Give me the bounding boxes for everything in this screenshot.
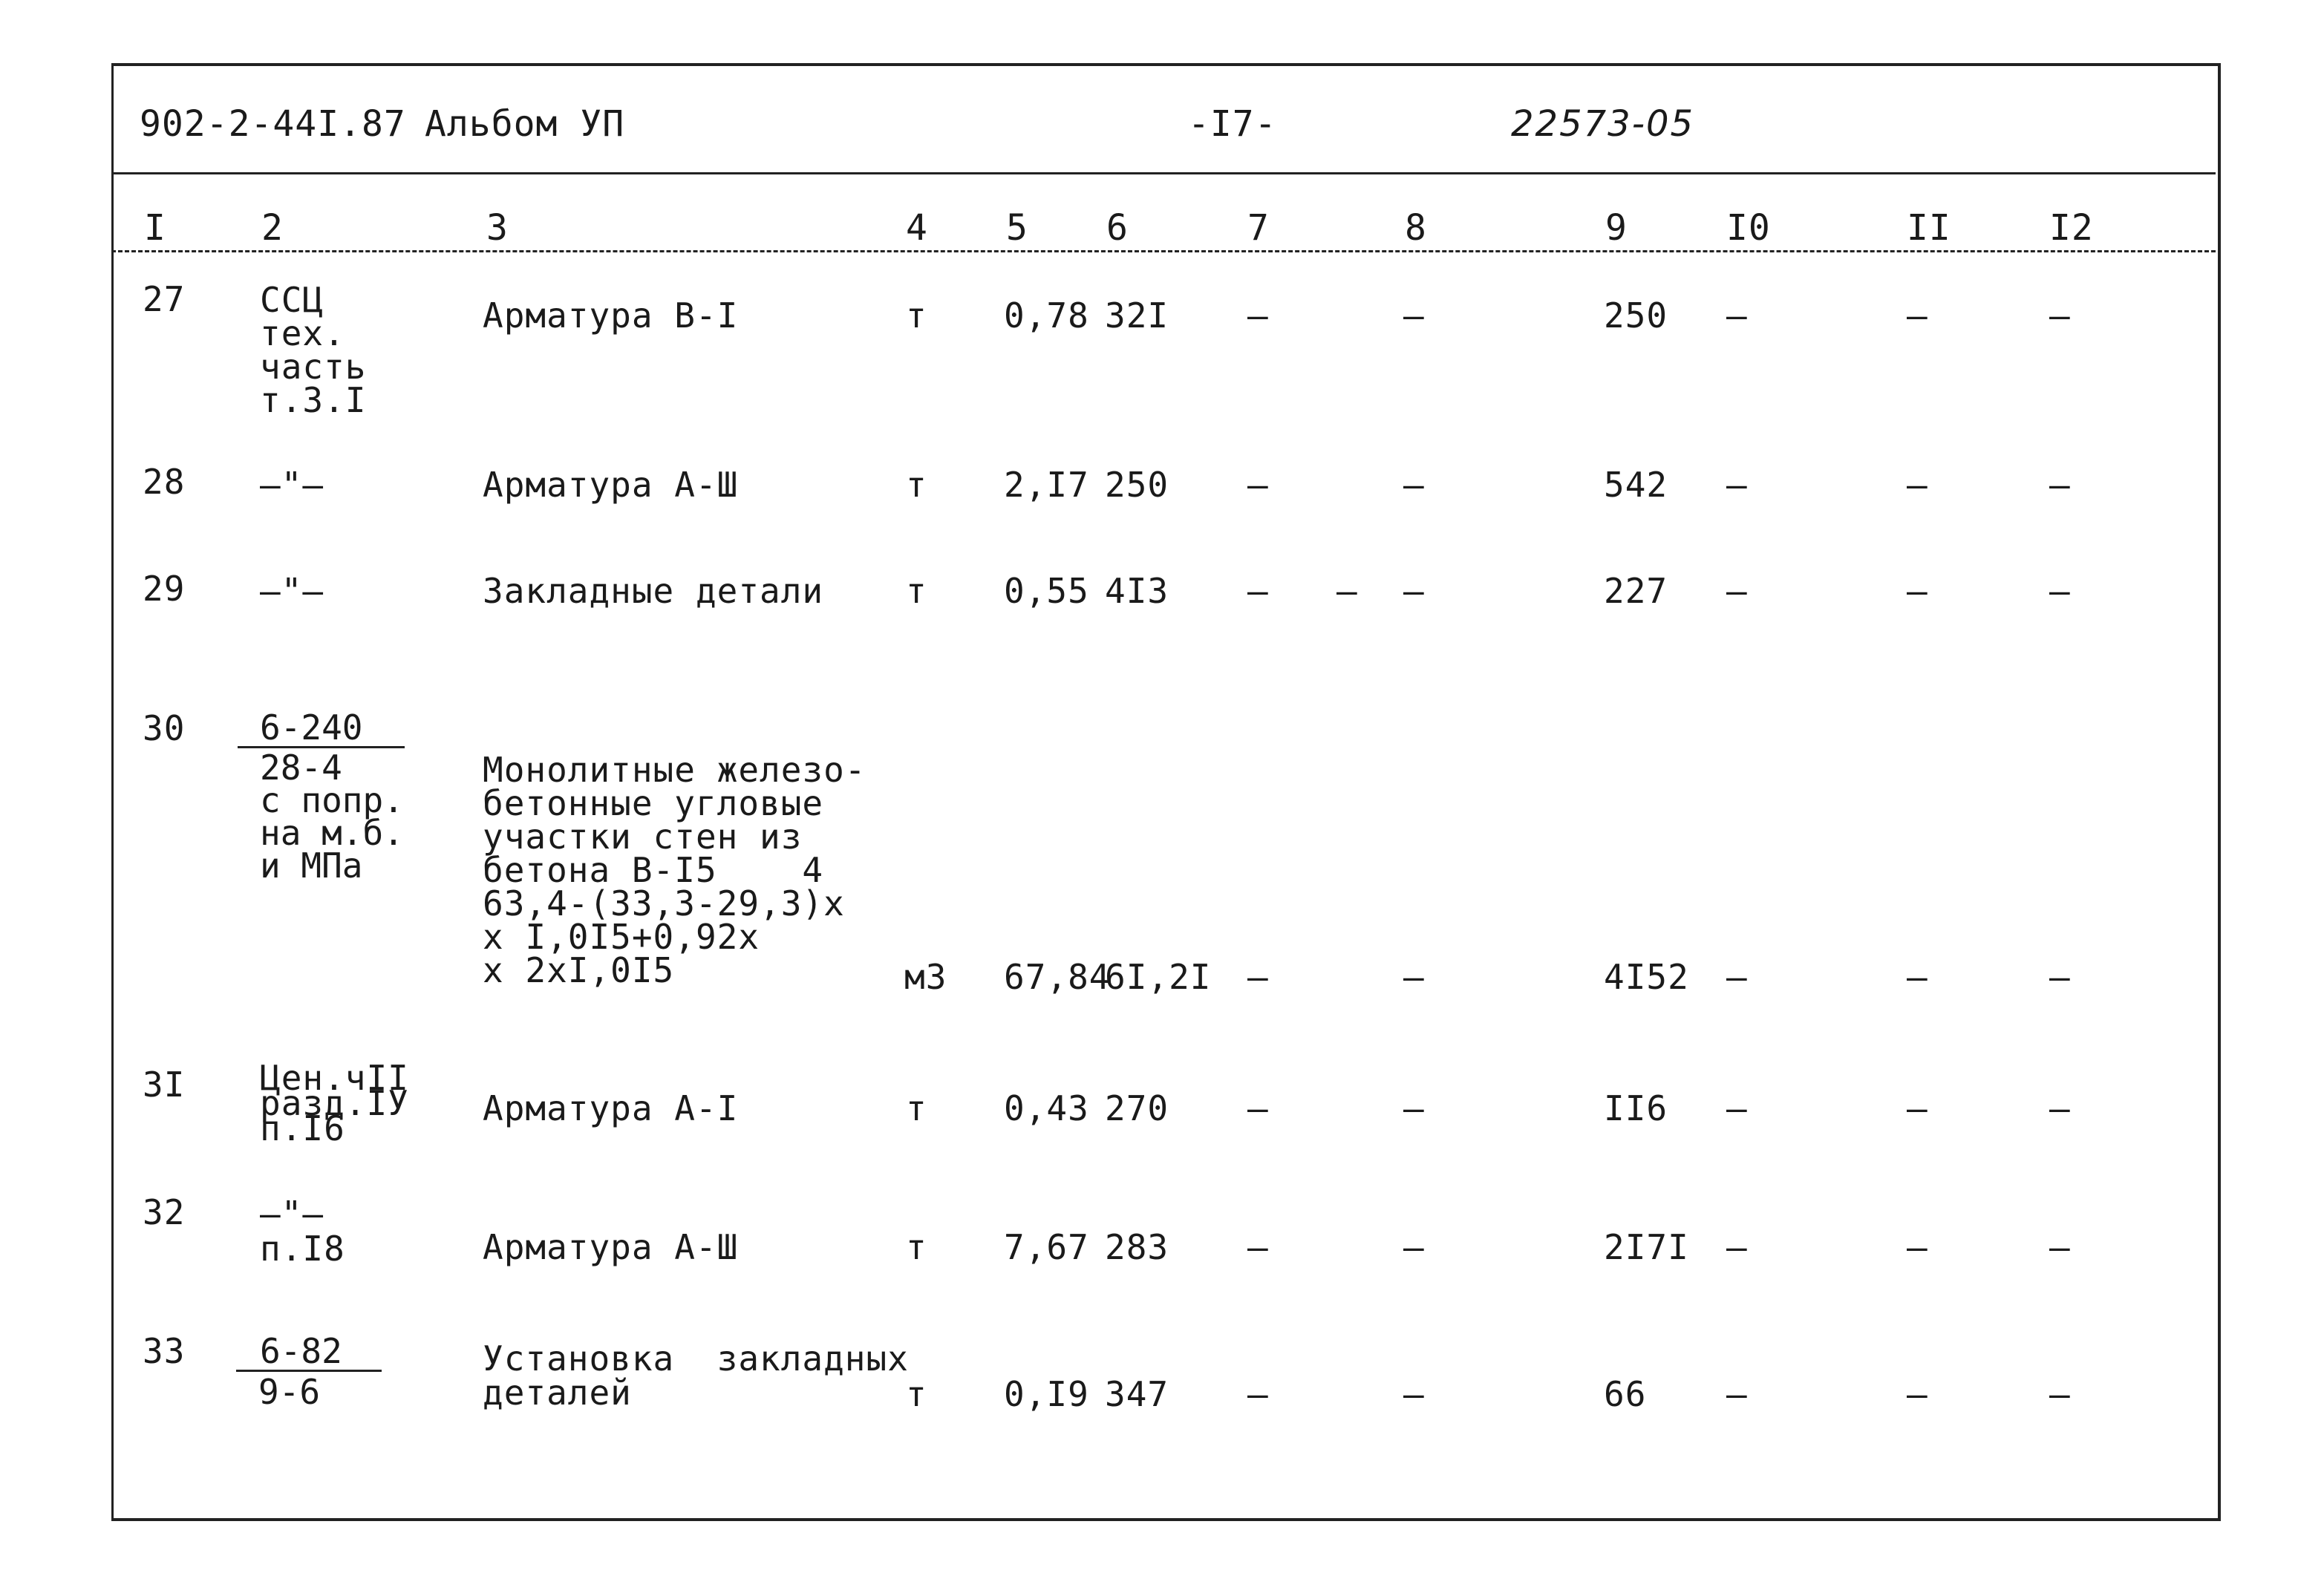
row-29-col11: – <box>1907 571 1928 611</box>
row-33-price: 347 <box>1105 1374 1169 1414</box>
row-33-qty: 0,I9 <box>1004 1374 1089 1414</box>
row-32-col8: – <box>1403 1227 1425 1267</box>
row-33-col11: – <box>1907 1374 1928 1414</box>
row-28-col12: – <box>2049 465 2071 505</box>
row-29-source: –"– <box>260 571 324 611</box>
row-31-number: 3I <box>143 1065 186 1105</box>
row-30-source-denominator: 28-4 с попр. на м.б. и МПа <box>260 748 404 886</box>
row-30-source <box>238 707 405 886</box>
col-header-8: 8 <box>1405 207 1427 249</box>
col-header-2: 2 <box>261 207 284 249</box>
col-header-12: I2 <box>2049 207 2094 249</box>
row-27-qty: 0,78 <box>1004 295 1089 336</box>
row-29-col10: – <box>1726 571 1748 611</box>
row-33-col9: 66 <box>1604 1374 1647 1414</box>
row-33-unit: т <box>906 1374 927 1414</box>
row-29-unit: т <box>906 571 927 611</box>
col-header-11: II <box>1907 207 1951 249</box>
row-28-number: 28 <box>143 462 186 502</box>
page-frame <box>111 63 2221 1521</box>
row-32-col7: – <box>1247 1227 1269 1267</box>
row-33-col8: – <box>1403 1374 1425 1414</box>
inventory-number: 22573-05 <box>1511 103 1695 145</box>
row-27-col10: – <box>1726 295 1748 336</box>
row-33-source <box>236 1333 382 1410</box>
row-27-name: Арматура В-I <box>483 295 739 336</box>
row-33-source-denominator: 9-6 <box>258 1372 321 1412</box>
row-30-name: Монолитные железо- бетонные угловые участки стен из бетона В-I5 4 63,4-(33,3-29,3)х х I,0I5+0,92х х 2хI,0I5 <box>483 750 866 990</box>
row-33-col12: – <box>2049 1374 2071 1414</box>
row-33-col10: – <box>1726 1374 1748 1414</box>
row-31-unit: т <box>906 1088 927 1128</box>
row-28-col11: – <box>1907 465 1928 505</box>
row-31-col10: – <box>1726 1088 1748 1128</box>
row-30-col10: – <box>1726 957 1748 997</box>
row-27-price: 32I <box>1105 295 1169 336</box>
col-header-3: 3 <box>486 207 509 249</box>
row-27-col9: 250 <box>1604 295 1668 336</box>
row-29-price: 4I3 <box>1105 571 1169 611</box>
row-29-col8: – <box>1403 571 1425 611</box>
row-27-col8: – <box>1403 295 1425 336</box>
doc-code: 902-2-44I.87 <box>140 103 406 145</box>
row-27-number: 27 <box>143 279 186 319</box>
row-31-qty: 0,43 <box>1004 1088 1089 1128</box>
col-header-4: 4 <box>906 207 928 249</box>
row-30-col12: – <box>2049 957 2071 997</box>
row-27-source: ССЦ тех. часть т.3.I <box>260 280 367 420</box>
row-30-col9: 4I52 <box>1604 957 1689 997</box>
row-32-number: 32 <box>143 1192 186 1232</box>
col-header-10: I0 <box>1726 207 1771 249</box>
row-29-col7: – <box>1247 571 1269 611</box>
row-32-col11: – <box>1907 1227 1928 1267</box>
col-header-6: 6 <box>1106 207 1129 249</box>
row-32-qty: 7,67 <box>1004 1227 1089 1267</box>
row-30-number: 30 <box>143 708 186 748</box>
row-28-qty: 2,I7 <box>1004 465 1089 505</box>
row-30-price: 6I,2I <box>1105 957 1212 997</box>
row-27-unit: т <box>906 295 927 336</box>
row-30-unit: м3 <box>904 957 947 997</box>
row-31-col9: II6 <box>1604 1088 1668 1128</box>
row-32-price: 283 <box>1105 1227 1169 1267</box>
row-28-col9: 542 <box>1604 465 1668 505</box>
row-30-col11: – <box>1907 957 1928 997</box>
row-29-col12: – <box>2049 571 2071 611</box>
column-header-divider <box>111 250 2216 252</box>
col-header-7: 7 <box>1247 207 1270 249</box>
row-27-col12: – <box>2049 295 2071 336</box>
col-header-1: I <box>144 207 166 249</box>
row-32-source: –"– п.I8 <box>260 1194 345 1269</box>
row-29-col7b: – <box>1336 571 1358 611</box>
row-28-name: Арматура А-Ш <box>483 465 739 505</box>
row-29-number: 29 <box>143 569 186 609</box>
row-27-col11: – <box>1907 295 1928 336</box>
row-28-price: 250 <box>1105 465 1169 505</box>
row-29-qty: 0,55 <box>1004 571 1089 611</box>
row-32-col10: – <box>1726 1227 1748 1267</box>
row-29-name: Закладные детали <box>483 571 824 611</box>
row-31-name: Арматура А-I <box>483 1088 739 1128</box>
row-32-unit: т <box>906 1227 927 1267</box>
row-28-source: –"– <box>260 465 324 505</box>
header-divider <box>111 172 2216 174</box>
row-31-col12: – <box>2049 1088 2071 1128</box>
row-31-col8: – <box>1403 1088 1425 1128</box>
row-32-name: Арматура А-Ш <box>483 1227 739 1267</box>
row-31-col7: – <box>1247 1088 1269 1128</box>
row-31-col11: – <box>1907 1088 1928 1128</box>
page-number: -I7- <box>1188 103 1277 145</box>
row-33-col7: – <box>1247 1374 1269 1414</box>
col-header-5: 5 <box>1006 207 1028 249</box>
row-28-unit: т <box>906 465 927 505</box>
row-30-qty: 67,84 <box>1004 957 1111 997</box>
row-33-number: 33 <box>143 1331 186 1371</box>
col-header-9: 9 <box>1605 207 1628 249</box>
row-33-name: Установка закладных деталей <box>483 1338 909 1413</box>
row-28-col8: – <box>1403 465 1425 505</box>
row-29-col9: 227 <box>1604 571 1668 611</box>
row-30-col8: – <box>1403 957 1425 997</box>
album-label: Альбом УП <box>425 103 625 145</box>
row-31-price: 270 <box>1105 1088 1169 1128</box>
row-31-source: Цен.чII разд.IУ п.I6 <box>260 1058 409 1148</box>
row-28-col10: – <box>1726 465 1748 505</box>
row-27-col7: – <box>1247 295 1269 336</box>
row-33-source-numerator: 6-82 <box>260 1331 342 1371</box>
row-32-col9: 2I7I <box>1604 1227 1689 1267</box>
row-28-col7: – <box>1247 465 1269 505</box>
row-30-source-numerator: 6-240 <box>260 707 363 748</box>
row-32-col12: – <box>2049 1227 2071 1267</box>
row-30-col7: – <box>1247 957 1269 997</box>
